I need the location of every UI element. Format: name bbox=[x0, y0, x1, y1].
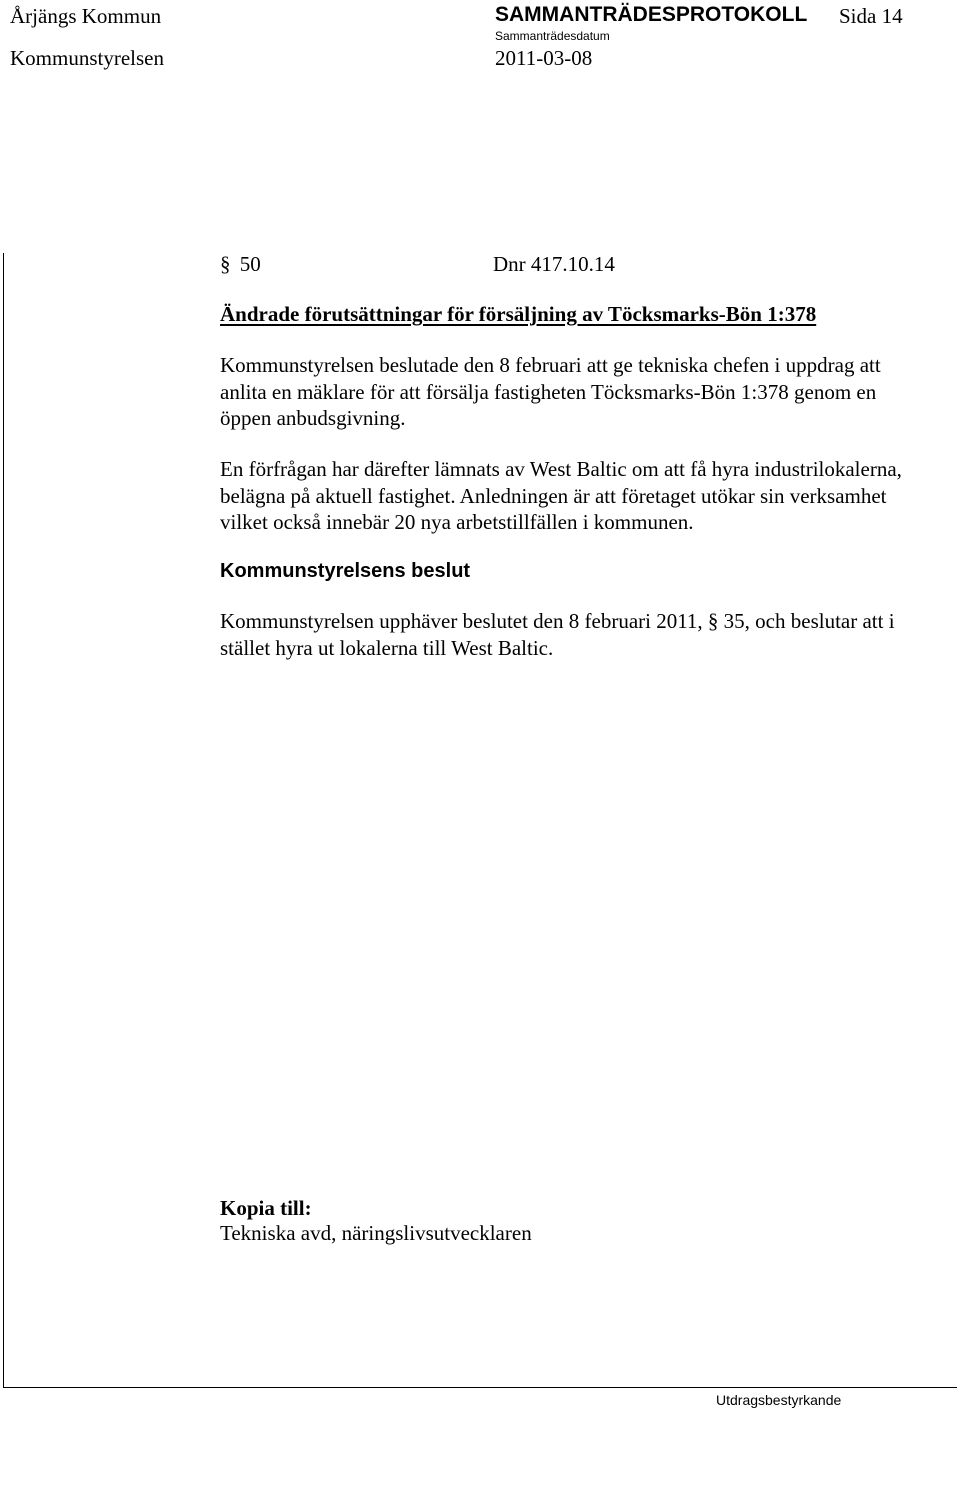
item-title: Ändrade förutsättningar för försäljning av Töcksmarks-Bön 1:378 bbox=[220, 302, 817, 326]
section-number-line bbox=[220, 252, 261, 277]
left-margin-rule bbox=[3, 253, 4, 1388]
footer-label: Utdragsbestyrkande bbox=[716, 1392, 842, 1408]
paragraph-line: vilket också innebär 20 nya arbetstillfällen i kommunen. bbox=[220, 510, 694, 534]
decision-line: stället hyra ut lokalerna till West Baltic. bbox=[220, 635, 554, 660]
decision-line: Kommunstyrelsen upphäver beslutet den 8 februari 2011, § 35, och beslutar att i bbox=[220, 609, 895, 633]
date-caption: Sammanträdesdatum bbox=[495, 29, 610, 43]
paragraph-line: Kommunstyrelsen beslutade den 8 februari att ge tekniska chefen i uppdrag att bbox=[220, 353, 881, 377]
footer-rule bbox=[3, 1387, 957, 1388]
paragraph-line: belägna på aktuell fastighet. Anledningen är att företaget utökar sin verksamhet bbox=[220, 483, 887, 508]
paragraph-line: öppen anbudsgivning. bbox=[220, 406, 406, 430]
paragraph-line: En förfrågan har därefter lämnats av West Baltic om att få hyra industrilokalerna, bbox=[220, 457, 902, 481]
decision-heading: Kommunstyrelsens beslut bbox=[220, 560, 471, 582]
decision-text bbox=[220, 608, 950, 661]
section-number: 50 bbox=[239, 252, 261, 276]
organization-name: Årjängs Kommun bbox=[10, 4, 162, 28]
section-symbol: § bbox=[220, 252, 231, 276]
page-number: Sida 14 bbox=[839, 4, 903, 28]
copy-heading: Kopia till: bbox=[220, 1196, 312, 1220]
meeting-date: 2011-03-08 bbox=[495, 46, 593, 70]
copy-recipients: Tekniska avd, näringslivsutvecklaren bbox=[220, 1221, 532, 1245]
paragraph-line: anlita en mäklare för att försälja fastigheten Töcksmarks-Bön 1:378 genom en bbox=[220, 379, 877, 404]
paragraph-background bbox=[220, 352, 950, 432]
diary-number: Dnr 417.10.14 bbox=[493, 252, 615, 276]
committee-name: Kommunstyrelsen bbox=[10, 46, 164, 70]
paragraph-request bbox=[220, 456, 950, 536]
document-title: SAMMANTRÄDESPROTOKOLL bbox=[495, 3, 808, 26]
